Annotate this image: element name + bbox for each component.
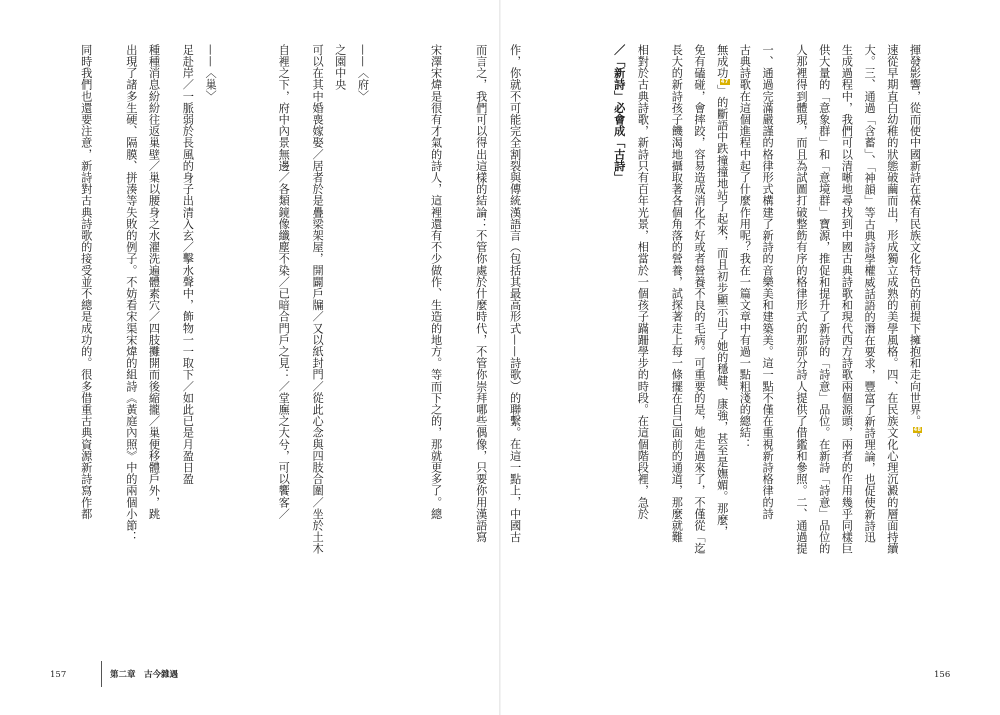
text-column: 而言之，我們可以得出這樣的結論：不管你處於什麼時代，不管你崇拜哪些偶像，只要你用漢語寫 — [474, 44, 488, 543]
text-column: 同時我們也還要注意，新詩對古典詩歌的接受並不總是成功的。很多借重古典資源新詩寫作都 — [79, 44, 93, 520]
endnote-marker[interactable]: 48 — [913, 426, 922, 433]
running-head-divider — [101, 661, 102, 687]
right-page — [500, 0, 1000, 715]
text-column: 宋澤宋煒是很有才氣的詩人，這裡還有不少做作、生造的地方。等而下之的，那就更多了。總 — [429, 44, 443, 520]
text-column: 古典詩歌在這個進程中起了什麼作用呢？我在一篇文章中有過一點粗淺的總結： — [738, 44, 752, 450]
page-number: 157 — [50, 670, 67, 680]
right-page-text — [608, 44, 926, 554]
text-column: 相對於古典詩歌，新詩只有百年光景，相當於一個孩子蹣跚學步的時段。在這個階段裡，急於 — [636, 44, 650, 520]
poem-line: 可以在其中婚喪嫁娶／居者於是疊梁架屋，開闢戶牖／又以紙封門／從此心念與四肢合圍／坐於土木 — [311, 44, 325, 555]
poem-line: 之園中央 — [333, 44, 347, 91]
text-column: 人那裡得到體現，而且為試圖打破整飭有序的格律形式的那部分詩人提供了借鑑和參照。二、通過提 — [795, 44, 808, 555]
text-column: 速從早期直白幼稚的狀態破繭而出，形成獨立成熟的美學風格。四、在民族文化心理沉澱的層面持續 — [885, 44, 899, 555]
left-page-text — [74, 44, 526, 554]
text-column: 無成功47」的斷語中跌撞撞地站了起來，而且初步顯示出了她的穩健、康強，甚至是嫵媚。那麼， — [715, 44, 729, 538]
poem-source-label: ——〈府〉 — [356, 44, 370, 102]
text-column: 大。三、通過「含蓄」、「神韻」等古典詩學權威話語的潛在要求，豐富了新詩理論，也促使新詩迅 — [863, 44, 877, 544]
poem-source-label: ——〈巢〉 — [204, 44, 218, 102]
text-column: 生成過程中，我們可以清晰地尋找到中國古典詩歌和現代西方詩歌兩個源頭，兩者的作用幾乎同樣巨 — [840, 44, 854, 555]
text-column: 揮發影響，從而使中國新詩在葆有民族文化特色的前提下擁抱和走向世界。48。 — [908, 44, 922, 445]
text-column: 長大的新詩孩子饑渴地攝取著各個角落的營養，試探著走上每一條擺在自己面前的通道，那麼就難 — [670, 44, 684, 543]
text-column: 一、通過完滿嚴謹的格律形式構建了新詩的音樂美和建築美。這一點不僅在重視新詩格律的詩 — [761, 44, 775, 520]
page-number: 156 — [934, 670, 951, 680]
text-column: 出現了諸多生硬、隔膜、拼湊等失敗的例子。不妨看宋渠宋煒的組詩《黃庭內照》中的兩個小節： — [124, 44, 138, 543]
poem-line: 種種消息紛紛往返巢壁／巢以腰身之水濯洗遍體素穴／四肢攤開而後縮攏／巢便移體戶外，跳 — [147, 44, 161, 520]
text-column: 免有磕碰，會摔跤，容易造成消化不好或者營養不良的毛病。可重要的是，她走過來了，不僅從「迄 — [693, 44, 706, 555]
endnote-marker[interactable]: 47 — [720, 78, 729, 85]
text-column: 供大量的「意象群」和「意境群」寶源，推促和提升了新詩的「詩意」品位。在新詩「詩意」品位的 — [817, 44, 831, 555]
poem-line: 足赴岸／一脈弱於長風的身子出清入玄／擊水聲中，飾物一一取下／如此已是月盈日盈 — [181, 44, 195, 485]
section-heading: ／「新詩」必會成「古詩」 — [612, 44, 627, 184]
poem-line: 自裡之下，府中內景無邊／各類鏡像纖塵不染／已暗合門戶之見：／堂廡之大兮，可以饗客／ — [277, 44, 291, 520]
running-head: 第二章 古今雜遇 — [110, 670, 179, 680]
text-column: 作，你就不可能完全割裂與傳統漢語言（包括其最高形式——詩歌）的聯繫。在這一點上，中國古 — [508, 44, 522, 543]
